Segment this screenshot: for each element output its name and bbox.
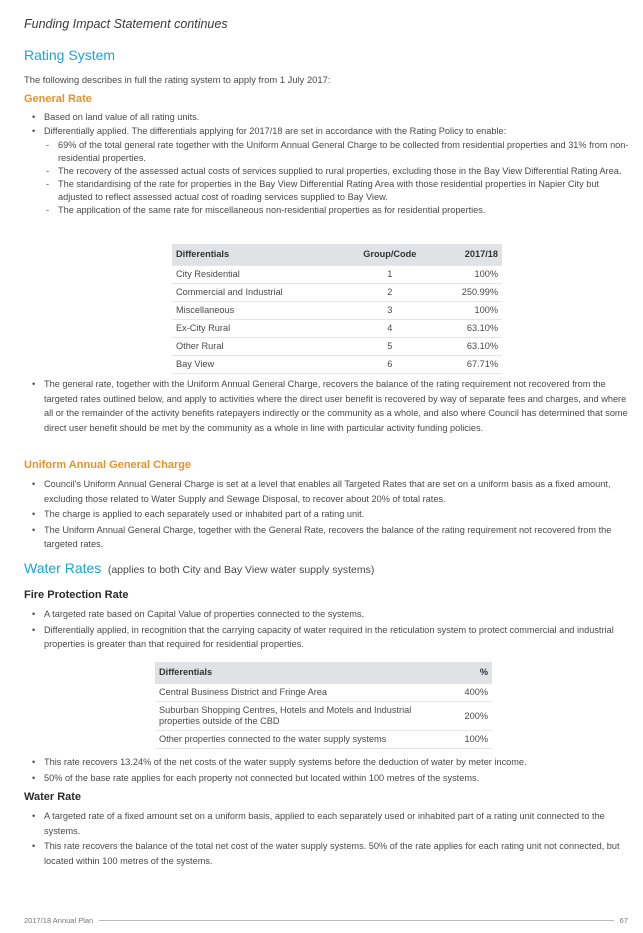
- table-cell: Ex-City Rural: [172, 320, 344, 338]
- table-row: [155, 702, 492, 731]
- table-cell: 100%: [435, 731, 492, 749]
- general-rate-section: [24, 111, 630, 217]
- water-rate-bullets: [24, 809, 630, 868]
- general-rate-differentials-table: [172, 244, 502, 374]
- water-rates-header: [24, 562, 374, 577]
- table-header: Differentials: [172, 244, 344, 266]
- table-row: [172, 266, 502, 284]
- uagc-section: [24, 477, 630, 553]
- list-item: • This rate recovers the balance of the total net cost of the water supply systems. 50% of the rate applies for each rating unit not connected, but located within 100 metres of the systems.: [24, 839, 630, 868]
- general-rate-heading: General Rate: [24, 93, 92, 105]
- list-item: - The recovery of the assessed actual costs of services supplied to rural properties, excluding those in the Bay View Differential Rating Area.: [24, 165, 630, 178]
- list-item: • This rate recovers 13.24% of the net costs of the water supply systems before the deduction of water by meter income.: [24, 755, 630, 770]
- table-row: [172, 320, 502, 338]
- table-cell: 67.71%: [436, 356, 502, 374]
- table-cell: 5: [344, 338, 436, 356]
- table-cell: 3: [344, 302, 436, 320]
- list-item: • The charge is applied to each separately used or inhabited part of a rating unit.: [24, 507, 630, 522]
- water-rate-section: [24, 809, 630, 869]
- list-item: - The application of the same rate for miscellaneous non-residential properties as for residential properties.: [24, 204, 630, 217]
- uagc-heading: Uniform Annual General Charge: [24, 459, 192, 471]
- table-row: [172, 302, 502, 320]
- table-cell: 400%: [435, 684, 492, 702]
- general-rate-bullets: [24, 111, 630, 138]
- table-row: [172, 356, 502, 374]
- table-cell: City Residential: [172, 266, 344, 284]
- rating-system-heading: Rating System: [24, 47, 116, 63]
- water-rates-heading: Water Rates: [24, 560, 102, 576]
- fire-protection-bullets: [24, 607, 630, 652]
- list-item: • The general rate, together with the Uniform Annual General Charge, recovers the balance of the rating requirement not recovered from the targeted rates outlined below, and apply to activities where the direct user benefit is recovered by way of separate fees and charges, and where all or the remainder of the activity benefits ratepayers indirectly or the community as a whole, and also where Council has determined that some direct user benefit should be met by the community as a whole in line with particular activity funding policies.: [24, 377, 630, 435]
- fire-protection-section: [24, 607, 630, 653]
- list-item: • Based on land value of all rating units.: [24, 111, 630, 124]
- table-cell: Other properties connected to the water supply systems: [155, 731, 435, 749]
- rating-system-intro: The following describes in full the rating system to apply from 1 July 2017:: [24, 74, 331, 85]
- list-item-text: Differentially applied. The differentials applying for 2017/18 are set in accordance with the Rating Policy to enable:: [44, 126, 507, 136]
- table-header: %: [435, 662, 492, 684]
- list-item: • Differentially applied, in recognition that the carrying capacity of water required in the reticulation system to protect commercial and industrial properties is greater than that required for residential properties.: [24, 623, 630, 652]
- uagc-bullets: [24, 477, 630, 552]
- general-rate-sub-list: [24, 139, 630, 217]
- table-row: [155, 731, 492, 749]
- table-cell: 100%: [436, 302, 502, 320]
- list-item: • A targeted rate based on Capital Value of properties connected to the systems.: [24, 607, 630, 622]
- list-item: - The standardising of the rate for properties in the Bay View Differential Rating Area with those residential properties in Napier City but adjusted to reflect assessed actual cost of roading services supplied to Bay View.: [24, 178, 630, 204]
- general-rate-balance: [24, 377, 630, 436]
- table-cell: Central Business District and Fringe Area: [155, 684, 435, 702]
- fire-protection-recovery-list: [24, 755, 630, 785]
- fire-protection-differentials-table: [155, 662, 492, 749]
- water-rate-heading: Water Rate: [24, 791, 82, 803]
- page-footer: [24, 914, 628, 927]
- table-cell: 100%: [436, 266, 502, 284]
- table-row: [172, 284, 502, 302]
- fire-protection-heading: Fire Protection Rate: [24, 589, 129, 601]
- table-cell: 4: [344, 320, 436, 338]
- table-row: [172, 338, 502, 356]
- table-cell: Bay View: [172, 356, 344, 374]
- list-item: • A targeted rate of a fixed amount set on a uniform basis, applied to each separately used or inhabited part of a rating unit connected to the systems.: [24, 809, 630, 838]
- general-rate-balance-list: [24, 377, 630, 435]
- water-rates-subtitle: (applies to both City and Bay View water supply systems): [107, 564, 375, 576]
- table-header-row: [172, 244, 502, 266]
- list-item: • The Uniform Annual General Charge, together with the General Rate, recovers the balance of the rating requirement not recovered from the targeted rates.: [24, 523, 630, 552]
- table-row: [155, 684, 492, 702]
- table-header: Differentials: [155, 662, 435, 684]
- table-cell: 63.10%: [436, 320, 502, 338]
- list-item: - 69% of the total general rate together with the Uniform Annual General Charge to be collected from residential properties and 31% from non-residential properties.: [24, 139, 630, 165]
- footer-rule: [99, 920, 613, 921]
- table-header: 2017/18: [436, 244, 502, 266]
- table-cell: Suburban Shopping Centres, Hotels and Motels and Industrial properties outside of the CBD: [155, 702, 435, 731]
- list-item: [24, 125, 630, 138]
- page-number: 67: [619, 916, 628, 925]
- table-cell: 6: [344, 356, 436, 374]
- table-cell: 1: [344, 266, 436, 284]
- footer-document-title: 2017/18 Annual Plan: [24, 916, 94, 925]
- table-cell: 250.99%: [436, 284, 502, 302]
- table-header-row: [155, 662, 492, 684]
- table-header: Group/Code: [344, 244, 436, 266]
- table-cell: Miscellaneous: [172, 302, 344, 320]
- running-head: Funding Impact Statement continues: [24, 17, 228, 31]
- table-cell: 200%: [435, 702, 492, 731]
- table-cell: Other Rural: [172, 338, 344, 356]
- table-cell: 2: [344, 284, 436, 302]
- table-cell: 63.10%: [436, 338, 502, 356]
- list-item: • Council's Uniform Annual General Charge is set at a level that enables all Targeted Rates that are set on a uniform basis as a fixed amount, excluding those related to Water Supply and Sewage Disposal, to recover about 20% of total rates.: [24, 477, 630, 506]
- fire-protection-recovery: [24, 755, 630, 786]
- list-item: • 50% of the base rate applies for each property not connected but located within 100 metres of the systems.: [24, 771, 630, 786]
- table-cell: Commercial and Industrial: [172, 284, 344, 302]
